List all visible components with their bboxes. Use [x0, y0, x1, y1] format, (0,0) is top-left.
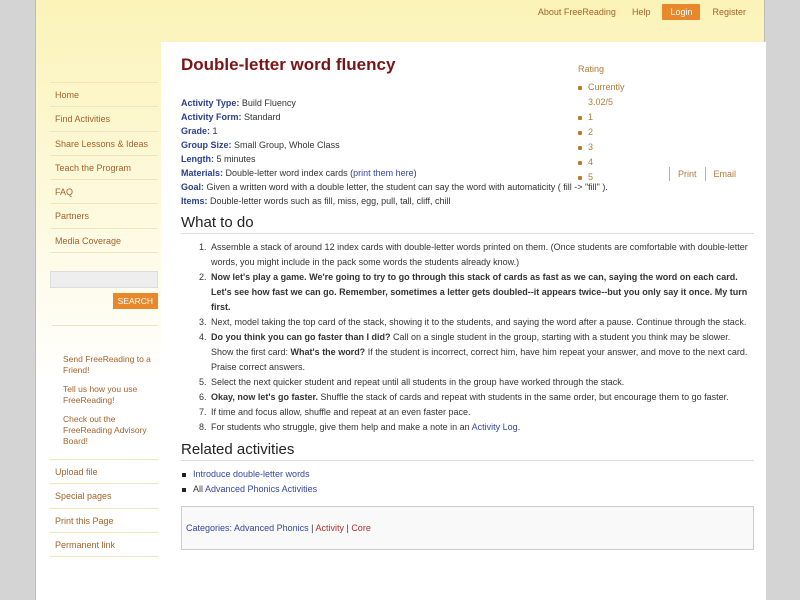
special-pages-link[interactable]: Special pages [50, 483, 158, 507]
rate-2[interactable]: 2 [578, 125, 625, 140]
rating-current: Currently [578, 80, 625, 95]
rate-3[interactable]: 3 [578, 140, 625, 155]
page [35, 0, 765, 600]
categories-label[interactable]: Categories: [186, 523, 233, 533]
meta-activity-form: Activity Form: Standard [181, 112, 281, 122]
steps-list [209, 240, 754, 435]
help-link[interactable]: Help [631, 7, 651, 17]
permanent-link[interactable]: Permanent link [50, 532, 158, 556]
promo-links [50, 326, 158, 447]
step: 8. For students who struggle, give them help and make a note in an Activity Log. [209, 420, 754, 435]
nav-media-coverage[interactable]: Media Coverage [50, 228, 158, 252]
tell-us-link[interactable]: Tell us how you use FreeReading! [63, 384, 138, 406]
rating-score: 3.02/5 [588, 97, 614, 107]
search-input[interactable] [50, 271, 158, 288]
rating-box [578, 64, 625, 185]
step: 6. Okay, now let's go faster. Shuffle the stack of cards and repeat with students in the same order, but encourage them to go faster. [209, 390, 754, 405]
category-advanced-phonics[interactable]: Advanced Phonics [234, 523, 309, 533]
main-content [161, 42, 766, 600]
related-item [181, 467, 754, 482]
print-link[interactable]: Print [669, 167, 705, 181]
step: 4. Do you think you can go faster than I did? Call on a single student in the group, starting with a student you think may be slower. Show the first card: What's the word? If the student is incorrect, correct him, have him repeat your answer, and move to the next card. Praise correct answers. [209, 330, 754, 375]
meta-activity-type: Activity Type: Build Fluency [181, 98, 296, 108]
nav-share-lessons[interactable]: Share Lessons & Ideas [50, 131, 158, 155]
search-button[interactable]: SEARCH [113, 293, 158, 309]
what-to-do-heading: What to do [181, 214, 754, 234]
nav-partners[interactable]: Partners [50, 203, 158, 227]
nav-faq[interactable]: FAQ [50, 179, 158, 203]
step: 7. If time and focus allow, shuffle and repeat at an even faster pace. [209, 405, 754, 420]
email-link[interactable]: Email [705, 167, 745, 181]
nav-find-activities[interactable]: Find Activities [50, 106, 158, 130]
login-button[interactable]: Login [662, 4, 700, 20]
introduce-double-letter-link[interactable]: Introduce double-letter words [193, 469, 310, 479]
step: 3. Next, model taking the top card of the stack, showing it to the students, and saying the word after a pause. Continue through the stack. [209, 315, 754, 330]
sidebar [50, 82, 158, 557]
category-core[interactable]: Core [351, 523, 371, 533]
meta-materials: Materials: Double-letter word index cards (print them here) [181, 168, 417, 178]
rate-5[interactable]: 5 [578, 170, 625, 185]
activity-log-link[interactable]: Activity Log [471, 422, 518, 432]
step: 5. Select the next quicker student and repeat until all students in the group have worked through the stack. [209, 375, 754, 390]
advanced-phonics-activities-link[interactable]: Advanced Phonics Activities [205, 484, 318, 494]
rate-1[interactable]: 1 [578, 110, 625, 125]
send-to-friend-link[interactable]: Send FreeReading to a Friend! [63, 354, 151, 376]
meta-length: Length: 5 minutes [181, 154, 256, 164]
about-link[interactable]: About FreeReading [537, 7, 616, 17]
meta-grade: Grade: 1 [181, 126, 218, 136]
activity-meta [181, 96, 754, 208]
upload-file-link[interactable]: Upload file [50, 459, 158, 483]
meta-group-size: Group Size: Small Group, Whole Class [181, 140, 340, 150]
nav-teach-program[interactable]: Teach the Program [50, 155, 158, 179]
print-email-links [669, 167, 744, 181]
main-nav [50, 82, 158, 253]
categories-box: Categories: Advanced Phonics | Activity | Core [181, 506, 754, 550]
related-list [181, 467, 754, 497]
rate-4[interactable]: 4 [578, 155, 625, 170]
step: 2. Now let's play a game. We're going to try to go through this stack of cards as fast as we can, saying the word on each card. Let's see how fast we can go. Remember, sometimes a letter gets doubled--it appears twice--but you only say it once. My turn first. [209, 270, 754, 315]
advisory-board-link[interactable]: Check out the FreeReading Advisory Board! [63, 414, 147, 447]
tools-nav [50, 459, 158, 557]
related-heading: Related activities [181, 441, 754, 461]
print-them-link[interactable]: print them here [353, 168, 414, 178]
page-title: Double-letter word fluency [181, 55, 396, 74]
meta-goal: Goal: Given a written word with a double letter, the student can say the word with automaticity ( fill -> "fill" ). [181, 182, 608, 192]
category-activity[interactable]: Activity [315, 523, 344, 533]
related-item: All Advanced Phonics Activities [181, 482, 754, 497]
register-link[interactable]: Register [712, 7, 746, 17]
rating-title: Rating [578, 64, 605, 74]
top-nav [530, 4, 754, 20]
print-page-link[interactable]: Print this Page [50, 508, 158, 532]
meta-items: Items: Double-letter words such as fill, miss, egg, pull, tall, cliff, chill [181, 196, 451, 206]
nav-home[interactable]: Home [50, 82, 158, 106]
step: 1. Assemble a stack of around 12 index cards with double-letter words printed on them. (Once students are comfortable with double-letter words, you might include in the pack some words the students already know.) [209, 240, 754, 270]
